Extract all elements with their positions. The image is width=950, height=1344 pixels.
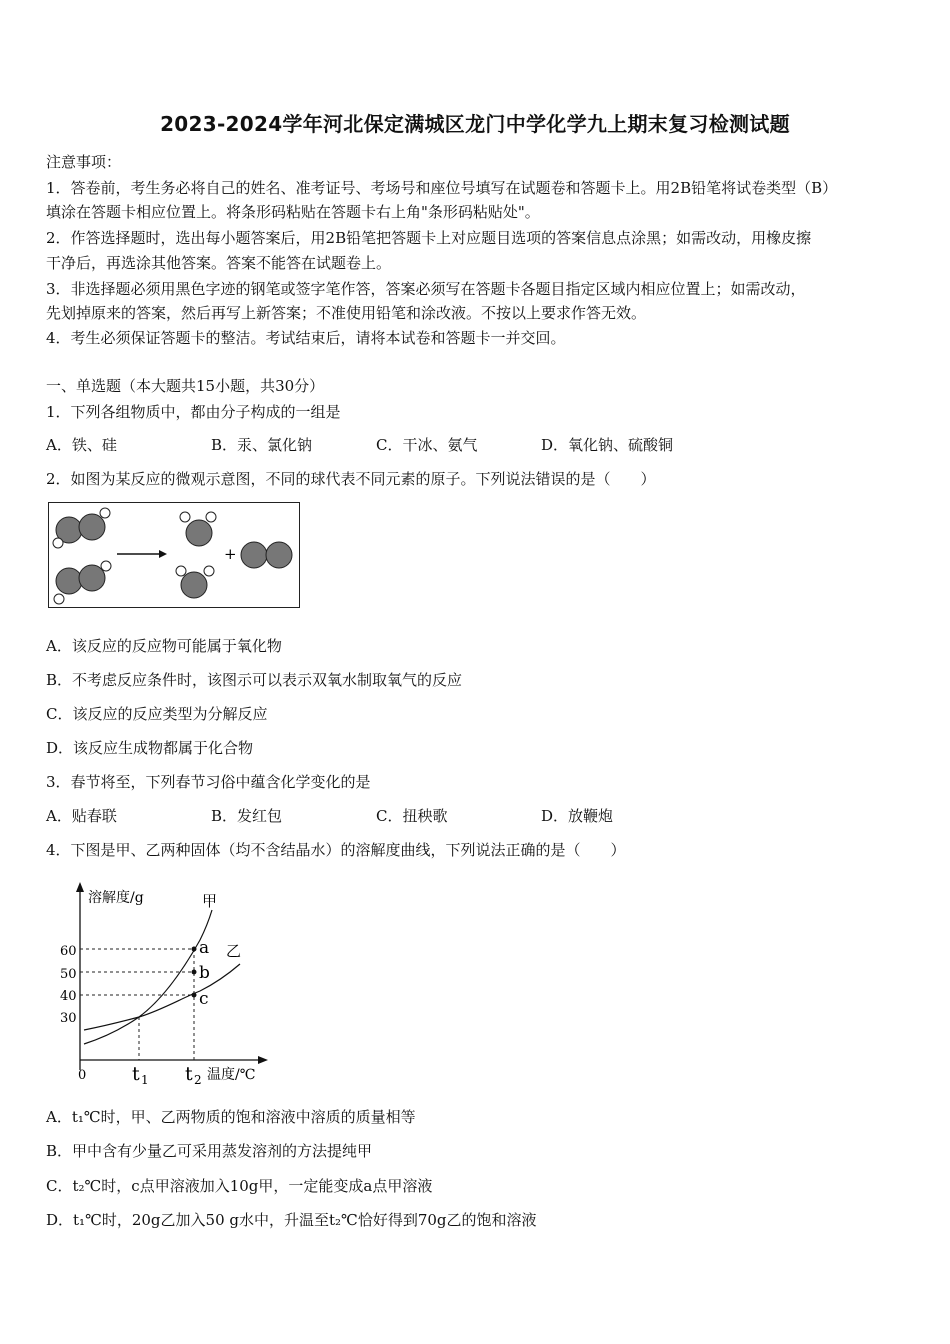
product-molecule (176, 566, 214, 598)
notice-line: 3．非选择题必须用黑色字迹的钢笔或签字笔作答，答案必须写在答题卡各题目指定区域内相应位置上；如需改动， (46, 280, 806, 298)
point-a (192, 947, 197, 952)
question-2-option-c: C．该反应的反应类型为分解反应 (46, 705, 268, 723)
x-tick-t2: t (185, 1063, 193, 1085)
question-2-option-d: D．该反应生成物都属于化合物 (46, 739, 254, 757)
question-2-stem: 2．如图为某反应的微观示意图，不同的球代表不同元素的原子。下列说法错误的是（ ） (46, 470, 656, 488)
x-tick-t1-sub: 1 (141, 1073, 149, 1087)
question-4-option-a: A．t₁℃时，甲、乙两物质的饱和溶液中溶质的质量相等 (46, 1108, 416, 1126)
notice-line: 2．作答选择题时，选出每小题答案后，用2B铅笔把答题卡上对应题目选项的答案信息点涂黑；如需改动，用橡皮擦 (46, 229, 812, 247)
point-a-label: a (199, 938, 210, 958)
question-4-option-c: C．t₂℃时，c点甲溶液加入10g甲，一定能变成a点甲溶液 (46, 1177, 433, 1195)
y-tick-label: 30 (60, 1011, 77, 1026)
y-axis-arrow-icon (76, 882, 84, 892)
option-c: C．扭秧歌 (376, 807, 448, 825)
solubility-chart (54, 880, 284, 1090)
option-b: B．发红包 (211, 807, 283, 825)
question-4-option-d: D．t₁℃时，20g乙加入50 g水中，升温至t₂℃恰好得到70g乙的饱和溶液 (46, 1211, 537, 1229)
series-line-yi (84, 964, 240, 1030)
plus-sign: + (224, 545, 237, 563)
point-c (192, 993, 197, 998)
series-label-yi: 乙 (226, 942, 242, 960)
question-2-option-b: B．不考虑反应条件时，该图示可以表示双氧水制取氧气的反应 (46, 671, 463, 689)
solubility-svg (54, 880, 284, 1090)
notice-line: 先划掉原来的答案，然后再写上新答案；不准使用铅笔和涂改液。不按以上要求作答无效。 (46, 304, 647, 322)
question-4-stem: 4．下图是甲、乙两种固体（均不含结晶水）的溶解度曲线，下列说法正确的是（ ） (46, 841, 626, 859)
x-axis-label: 温度/℃ (207, 1067, 256, 1083)
series-line-jia (84, 910, 212, 1044)
x-axis-arrow-icon (258, 1056, 268, 1064)
option-c: C．干冰、氨气 (376, 436, 478, 454)
product-molecule (241, 542, 292, 568)
x-tick-t2-sub: 2 (194, 1073, 202, 1087)
arrow-icon (117, 550, 167, 558)
option-b: B．汞、氯化钠 (211, 436, 313, 454)
question-3-stem: 3．春节将至，下列春节习俗中蕴含化学变化的是 (46, 773, 371, 791)
y-axis-label: 溶解度/g (88, 890, 144, 906)
question-4-option-b: B．甲中含有少量乙可采用蒸发溶剂的方法提纯甲 (46, 1142, 373, 1160)
reactant-molecule (54, 561, 111, 604)
x-tick-t1: t (132, 1063, 140, 1085)
option-a: A．铁、硅 (46, 436, 117, 454)
question-1-options (46, 435, 906, 455)
question-2-option-a: A．该反应的反应物可能属于氧化物 (46, 637, 282, 655)
y-tick-label: 50 (60, 967, 77, 982)
point-b (192, 970, 197, 975)
notice-line: 1．答卷前，考生务必将自己的姓名、准考证号、考场号和座位号填写在试题卷和答题卡上。用2B铅笔将试卷类型（B） (46, 179, 838, 197)
option-d: D．放鞭炮 (541, 807, 614, 825)
y-tick-label: 60 (60, 944, 77, 959)
reaction-diagram (48, 502, 300, 608)
y-tick-label: 40 (60, 989, 77, 1004)
notice-line: 干净后，再选涂其他答案。答案不能答在试题卷上。 (46, 254, 392, 272)
origin-label: 0 (78, 1068, 87, 1083)
notice-heading: 注意事项： (46, 153, 122, 171)
question-3-options (46, 806, 906, 826)
page-title: 2023-2024学年河北保定满城区龙门中学化学九上期末复习检测试题 (160, 112, 790, 136)
product-molecule (180, 512, 216, 546)
question-1-stem: 1．下列各组物质中，都由分子构成的一组是 (46, 403, 341, 421)
option-a: A．贴春联 (46, 807, 117, 825)
series-label-jia: 甲 (202, 892, 218, 910)
option-d: D．氧化钠、硫酸铜 (541, 436, 674, 454)
reactant-molecule (53, 508, 110, 548)
point-c-label: c (199, 989, 209, 1009)
section-heading: 一、单选题（本大题共15小题，共30分） (46, 377, 325, 395)
point-b-label: b (199, 963, 210, 983)
reaction-svg (49, 503, 301, 609)
notice-line: 填涂在答题卡相应位置上。将条形码粘贴在答题卡右上角"条形码粘贴处"。 (46, 203, 540, 221)
notice-line: 4．考生必须保证答题卡的整洁。考试结束后，请将本试卷和答题卡一并交回。 (46, 329, 566, 347)
